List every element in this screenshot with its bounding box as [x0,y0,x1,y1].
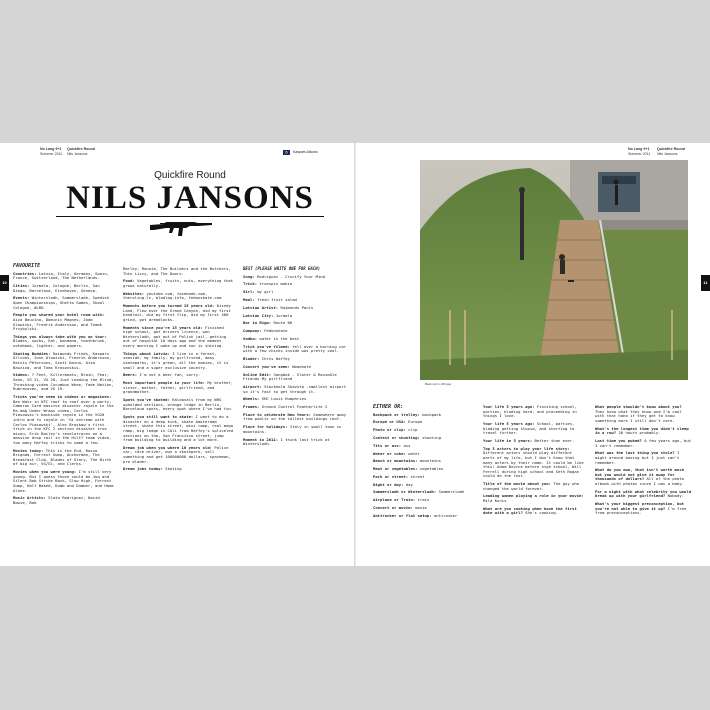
qa-answer: My brother, sister, mother, father, girlfriend, and grandmother. [123,380,234,395]
qa-item [483,447,586,479]
qa-answer: SHC Louis Humphries [261,396,307,402]
qa-question: Things about Latvia: [123,350,170,356]
qa-question: Meat or vegetables: [373,466,418,472]
section-title: BEST (PLEASE WRITE ONE FOR EACH) [243,266,321,271]
qa-question: Websites: [123,290,145,296]
qa-item [373,413,471,418]
qa-item [243,321,347,326]
qa-answer: Different actors should play different parts of my life, but I don't know that many actors by their name. It could be like this: Adam Devine before high school, Will Ferrell during high school and Seth Rogan could do the rest. [483,450,584,479]
qa-answer: Italy in small town in mountains. [243,424,342,434]
qa-answer: day [405,481,413,487]
qa-answer: Ground Control Featherlite 2 [261,404,328,410]
qa-list [483,405,586,516]
qa-question: Most important people in your life: [123,380,205,386]
left-column-3 [243,267,347,450]
qa-item [595,502,692,516]
qa-question: Beach or mountains: [373,458,418,464]
qa-question: Moments before you turned 15 years old: [123,303,215,309]
qa-answer: Nobody. [667,493,685,499]
qa-question: Last time you puked? [595,437,642,443]
page-title: NILS JANSONS [66,180,314,216]
qa-answer: Blades, socks, hat, bandana, toothbrush, notebook, lighter, and papers. [13,338,107,349]
qa-item [373,444,471,449]
qa-answer: Woodnote [292,363,311,369]
qa-question: Movies today: [13,447,44,453]
qa-question: Top 5 actors to play your life story: [483,445,570,451]
qa-question: Skating Buddies: [13,350,51,356]
qa-answer: Wintersladh, Summersladh, Swedish Open Championships, Ghetto Games, Skool Cologne, #LRD. [13,295,110,310]
right-column-3 [595,405,692,519]
qa-question: Trick: [243,281,258,287]
qa-item [483,405,586,419]
qa-question: Photo or clip: [373,427,406,433]
qa-question: Your life 5 years ago: [483,404,535,409]
qa-item [123,352,234,370]
header-issue-line: No Lang 9+1 [628,147,650,151]
qa-item [123,279,234,288]
qa-answer: Latvia, Italy, Germany, Spain, France, Switzerland, The Netherlands. [13,270,110,281]
qa-question: Park or street: [373,473,409,479]
qa-question: Summersladh or Wintersladh: [373,489,437,495]
qa-question: Song: [243,273,255,279]
qa-answer: fresh fruit salad [257,296,297,302]
qa-question: Videos: [13,372,30,378]
header-section-line: Nils Jansons [67,151,88,156]
qa-answer: I'm not a beer fan, sorry. [139,372,201,378]
header-section-line: Quickfire Round [67,147,95,151]
qa-item [123,381,234,395]
qa-question: Music Artists: [13,495,46,501]
qa-item [243,337,347,342]
qa-question: Place for holidays: [243,424,288,430]
header-issue-line: Summer 2011 [628,151,651,156]
qa-item [13,352,116,370]
qa-item [595,490,692,499]
qa-answer: Kaldavals from my WRG upholded sections, orange ledge in Berlin, Barcelona spots, every spot where I've had fun. [123,397,234,412]
qa-item [243,413,347,422]
qa-item [13,313,116,331]
qa-item [243,373,347,382]
qa-question: Events: [13,295,30,301]
header-section-line: Nils Jansons [657,151,678,156]
qa-answer: I think last trick at Wintersladh. [243,436,330,447]
qa-question: Girl: [243,289,255,295]
qa-item [123,415,234,443]
qa-answer: She's cooking. [525,510,558,516]
qa-question: Latvian Artist: [243,304,279,310]
qa-answer: Sangbok - Slater & Rossmüle Friends My girlfriend [243,371,337,382]
page-gutter [354,143,356,566]
qa-item [373,436,471,441]
page-number-right: 11 [701,275,710,291]
right-column-1 [373,405,471,522]
qa-question: Night or day: [373,481,404,487]
qa-question: What's the longest time you didn't sleep in a row? [595,425,689,436]
qa-item [483,507,586,516]
qa-item [243,290,347,295]
photo-illustration [420,160,688,380]
qa-answer: Jurmala [275,312,293,318]
qa-question: Water or coke: [373,450,406,456]
qa-answer: Aiza Bauzina, Dominic Magnes, Joab Olowicki, Fredrik Andersson, and Tomek Przybylski. [13,316,103,332]
qa-question: Frames: [243,404,260,410]
qa-answer: Mila Kunis [483,498,507,504]
header-issue-line: Summer 2011 [40,151,63,156]
qa-answer: I live in a forest, seaside, my family, my girlfriend, many skateparks, it's green, all the homies, it is small and a super exclusive country. [123,350,229,370]
qa-answer: Finishing school, parties, blading hard, and proceeding in things I love. [483,404,577,419]
qa-answer: shooting [422,434,441,440]
qa-question: Company: [243,328,262,334]
qa-answer: Ben Watz in KFC roof to roof over a party, Cameron Card massive disaster royale in the Re-mag Under Wraps video, Carlos Piasowski's backside royale in the VG20 intro and fu royale in 'Gi extreme with Carlos Piasowski', Alex Broskow's first trick in the KFC 2 section disaster true mizou, Erik Bailey's revelatroces on a massive drop rail in the Hilt? team video, too many Haffey tricks to name a few. [13,398,114,445]
qa-question: Dream jobs today: [123,466,163,472]
qa-item [123,467,234,472]
qa-item [595,405,692,423]
qa-item [243,329,347,334]
qa-answer: I might around boxing but I just can't remember. [595,450,680,465]
qa-question: Concert or movie: [373,504,413,510]
qa-answer: Somewhere away from public on the tallest buildings roof. [243,411,347,422]
qa-answer: train [417,497,430,503]
qa-answer: Rodriguez - Crucify Your Mind [257,273,325,279]
qa-item [595,439,692,448]
qa-question: Tits or ass: [373,442,402,448]
rifle-icon [150,219,216,239]
qa-answer: I'm free from preconceptions. [595,505,687,516]
qa-question: Antirocker or flat setup: [373,512,432,518]
qa-item [243,314,347,319]
qa-item [123,267,234,276]
qa-question: Beers: [123,372,138,378]
qa-question: Place to celebrate New Years: [243,411,311,417]
qa-question: Title of the movie about you: [483,481,551,487]
qa-question: Airport: [243,383,262,389]
qa-answer: Marley, Ronnie, The Builders and the Butchers, Thin Lizzy, and The Doors. [123,266,231,276]
qa-item [13,284,116,293]
qa-answer: my girl [257,289,274,295]
qa-item [13,296,116,310]
left-column-2 [123,267,234,475]
qa-question: What people shouldn't know about you? [595,404,682,409]
qa-question: Countries: [13,270,37,276]
qa-answer: Skating [165,466,182,472]
qa-question: What are you cooking when have the first date with a girl? [483,505,577,516]
qa-answer: A few years ago, but I can't remember. [595,437,692,448]
qa-item [123,326,234,349]
qa-answer: Route 66 [273,320,293,326]
qa-question: What's your biggest preconception, but you're not able to give it up? [595,501,685,511]
qa-answer: Disney Land, Flew over the Grand Canyon, did my first handrail, did my first flip, did my first 360 grind, got dreadlocks. [123,303,231,322]
qa-answer: movie [415,504,427,510]
magazine-spread [0,143,710,566]
qa-question: Contest or shooting: [373,434,420,440]
header-section-right [657,147,685,156]
qa-answer: clip [408,427,418,433]
qa-list [243,275,347,447]
qa-question: For a night with what celebrity you would break up with your girlfriend? [595,488,692,499]
qa-item [243,405,347,410]
qa-question: Tricks you've seen in videos or magazines: [13,393,112,399]
qa-answer: antirocker [433,512,458,518]
qa-question: Latvian City: [243,312,274,318]
qa-item [373,428,471,433]
qa-answer: youtube.com, facebook.com, theroling.lv, bladlog.info, fedonskate.com [123,290,222,301]
qa-question: Moments since you're 15 years old: [123,324,203,330]
flag-label: Kaspars Allcoks [293,150,318,154]
header-section-left [67,147,95,156]
qa-answer: Finished high school, got drivers licence, won Wintersladh, got out of Polish jail, getting out of hospital 10 days ago and the moment every morning I wake up and sun is shining. [123,324,227,349]
qa-answer: This is the End, Rosso Brigada, Forrest Gump, Anchorman, The Breakfast Club, Blades of Glory, The Birth of big air, VG/Gl, and Clerks. [13,447,112,467]
qa-item [483,439,586,444]
qa-item [243,298,347,303]
qa-question: Airplane or Train: [373,497,416,503]
qa-item [123,446,234,464]
qa-answer: water is the best [259,335,300,341]
section-title: FAVOURITE [13,263,41,269]
qa-question: Cities: [13,282,30,288]
qa-question: Europe or USA: [373,419,406,425]
qa-item [373,498,471,503]
qa-answer: I'm still very young. But I guess those could be Joq and Silent Bob Strike Back, Slow High, Forrest Gump, Half Baked, Dumb and Dumber, and Home Alone. [13,469,114,493]
qa-answer: truespin makio [259,281,293,287]
qa-answer: All of the photo albums with photos since I was a baby. [595,476,685,487]
kicker: Quickfire Round [154,170,226,181]
qa-item [123,304,234,322]
header-issue-right [628,147,650,156]
qa-question: Blader: [243,356,260,361]
qa-item [13,449,116,467]
qa-item [373,459,471,464]
qa-question: Backpack or trolley: [373,411,420,417]
qa-answer: mountains [419,458,441,464]
qa-question: Dream job when you where 10 years old: [123,444,213,450]
qa-list [123,267,234,472]
qa-answer: street [410,473,425,479]
qa-item [373,452,471,457]
qa-answer: They know what they know and I'm cool with that haha if they get to know something more I still don't care. [595,408,682,423]
qa-item [483,422,586,436]
photo-caption: Back rail in 180 gap [425,382,452,386]
qa-answer: water [408,450,420,456]
qa-question: What do you own, that isn't worth much but you would not give it away for thousands of dollars? [595,467,685,482]
qa-answer: Summersladh [438,489,465,495]
qa-question: Movies when you were young: [13,469,77,475]
qa-answer: ass [403,442,411,448]
qa-question: Wheels: [243,396,260,402]
left-column-1 [13,264,116,509]
qa-item [373,514,471,519]
qa-question: Your life 5 years ago: [483,420,535,426]
qa-question: Trick you've filmed: [243,343,290,349]
qa-question: Concert you've seen: [243,363,290,369]
qa-item [373,483,471,488]
qa-question: Your life in 5 years: [483,437,533,443]
qa-item [243,385,347,394]
qa-answer: Better than ever. [534,437,575,443]
eu-flag-icon [283,150,290,155]
qa-item [13,470,116,493]
qa-answer: Fedonskate [264,328,288,334]
qa-question: Bar in Riga: [243,320,272,326]
qa-item [373,475,471,480]
header-issue-line: No Lang 9+1 [40,147,62,151]
qa-answer: Europe [408,419,423,425]
header-section-line: Quickfire Round [657,147,685,151]
qa-item [13,272,116,281]
qa-item [243,345,347,354]
title-rule [56,216,324,217]
qa-question: Meal: [243,296,255,302]
qa-item [123,292,234,301]
qa-item [373,490,471,495]
qa-question: Vodka: [243,335,258,341]
qa-item [243,425,347,434]
qa-item [243,357,347,362]
qa-item [483,494,586,503]
header-issue-left [40,147,62,156]
qa-answer: I want to do a disaster on a deep kink, skate Amsterdam street, skate this street, mini ramp, real mega ramp, big ledge in Cali from Haffey's spliceled sections on tha, San Francisco street, jump from building to building and a lot more. [123,414,234,443]
qa-item [373,420,471,425]
qa-item [13,395,116,446]
section-title: EITHER OR: [373,404,404,410]
qa-answer: Police car, race driver, own a skatepark, sell something and get 100000000 dollars, spaceman, pro blader. [123,444,231,464]
qa-answer: Raimonds Pauls [280,304,314,310]
qa-answer: Stockholm Skavsta -smallest airport so it's fast to get through it. [243,383,347,394]
qa-answer: Slato Rodriguez, David Bowie, Bob [13,495,100,505]
qa-item [13,373,116,391]
skate-photo [420,160,688,380]
qa-answer: 26 hours probably. [618,430,661,436]
qa-question: What was the last thing you stole? [595,450,675,456]
qa-list [595,405,692,516]
qa-answer: Chris Haffey [261,356,290,361]
qa-question: Food: [123,278,135,284]
qa-item [595,427,692,436]
qa-answer: Vegetables, fruits, nuts, everything that grows naturally. [123,278,234,288]
qa-question: Leading women playing a role in your movie: [483,493,584,499]
qa-list [373,413,471,519]
qa-answer: fell over a burning car with a few chicks inside was pretty cool. [243,343,347,354]
qa-answer: The guy who changed the world forever. [483,481,580,491]
qa-answer: Raimonds Frinds, Kaspars Allcoks, Josh Olowicki, Fredrik Andersson, Reinis Pētersons, Scott Daina, Aiza Bauzina, and Toms Krasovskis. [13,350,112,370]
qa-question: People you shared your hotel room with: [13,312,105,318]
qa-item [595,468,692,486]
qa-item [13,496,116,505]
qa-question: Things you always take with you on tour: [13,333,107,339]
qa-item [483,482,586,491]
qa-item [123,398,234,412]
qa-answer: 7 Feet, Killerbeats, Brain, Fear, Gene, VG 21, VG 20, Just Leading the Blind, Thrashing video Cucumbus Whee, Fade Nation, Rubracoven, and VG 19. [13,372,114,392]
page-number-left: 10 [0,275,9,291]
qa-question: Online Edit: [243,371,272,377]
qa-question: Moment in 2011: [243,436,279,442]
qa-question: Spots you still want to skate: [123,414,194,420]
qa-question: Spots you've skated: [123,397,170,403]
qa-item [595,451,692,465]
qa-answer: Jurmala, Cologne, Berlin, San Diego, Barcelona, Eindhoven, Geneva. [13,282,100,293]
qa-item [243,306,347,311]
qa-list [13,272,116,506]
qa-item [13,335,116,349]
qa-item [243,365,347,370]
qa-answer: School, parties, blading getting stupid, and starting to travel further. [483,420,575,436]
qa-item [373,506,471,511]
qa-item [373,467,471,472]
qa-item [243,438,347,447]
qa-item [243,397,347,402]
qa-answer: backpack [422,411,441,417]
qa-item [243,282,347,287]
qa-item [123,373,234,378]
right-column-2 [483,405,586,519]
qa-item [243,275,347,280]
qa-answer: vegetables [419,466,444,472]
